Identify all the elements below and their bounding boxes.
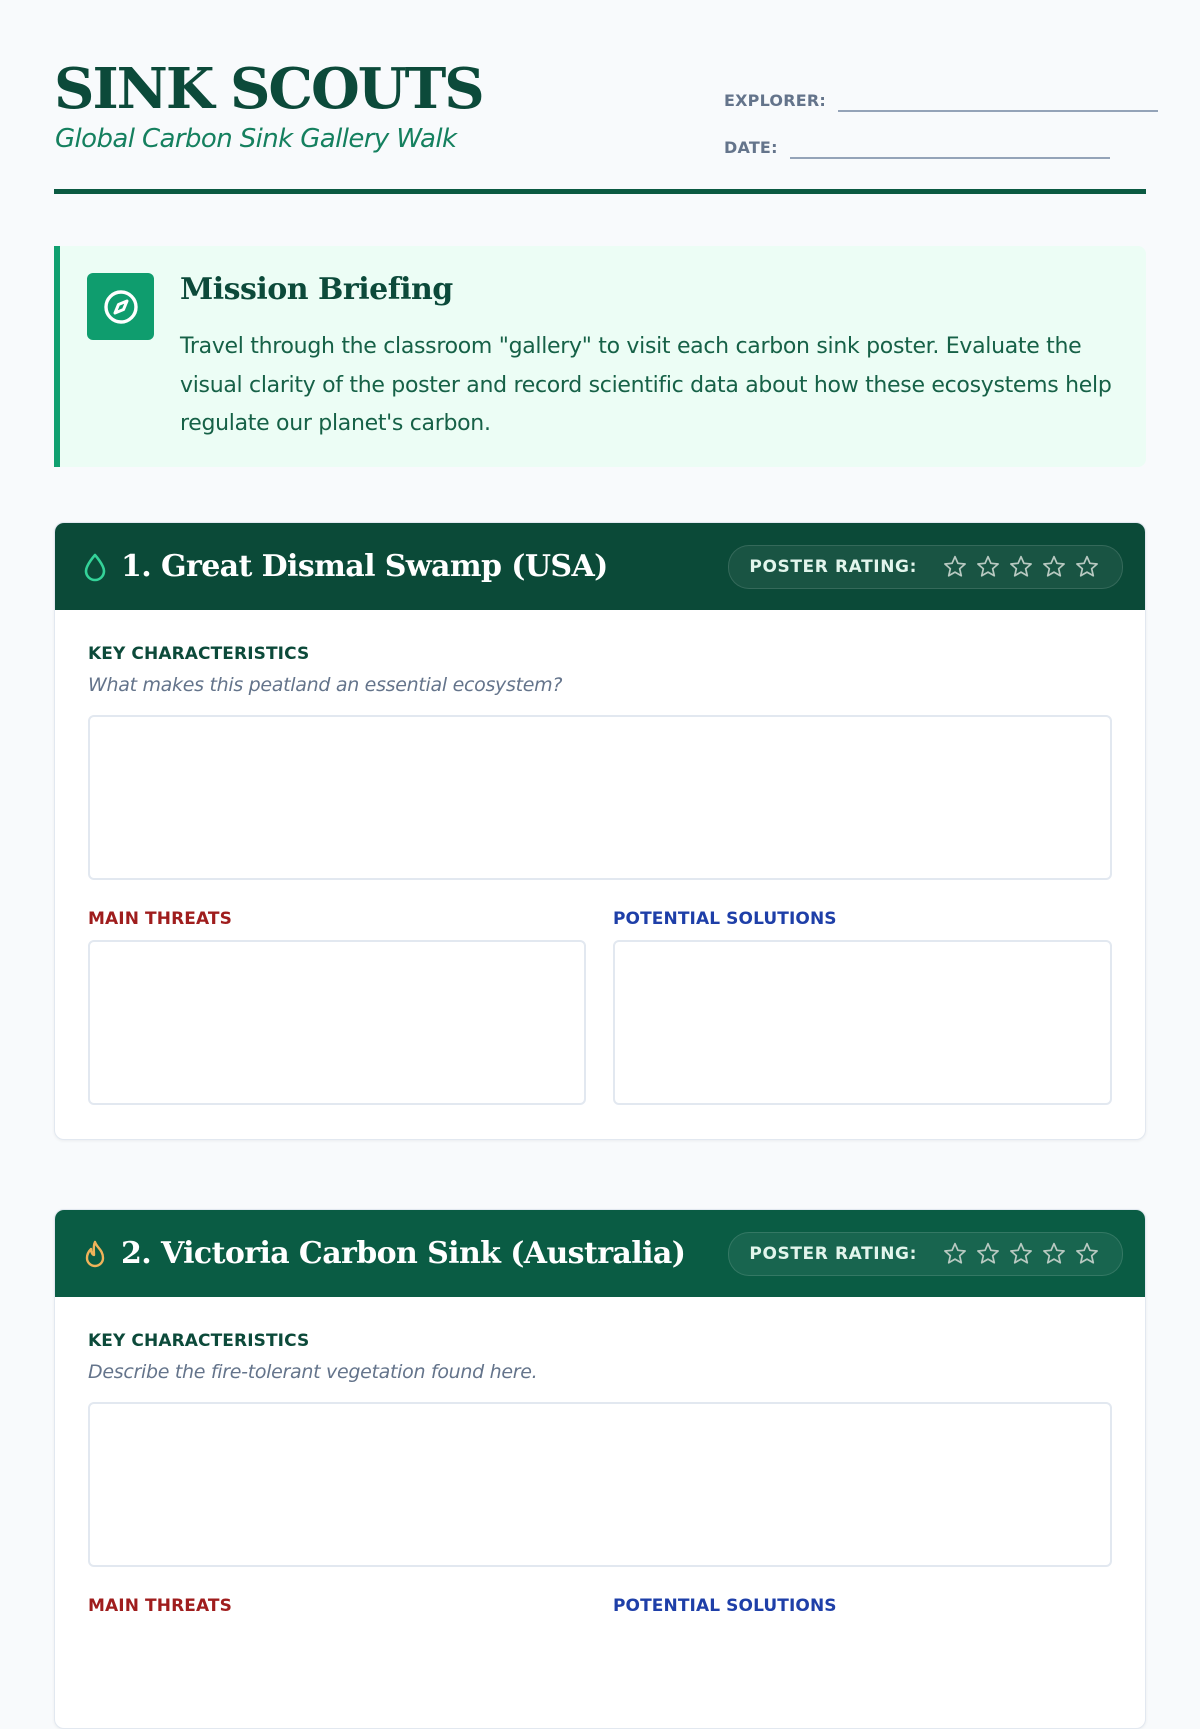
explorer-label: EXPLORER: [724,91,826,110]
water-drop-icon [79,551,111,583]
rating-stars [937,552,1102,582]
potential-solutions-label: POTENTIAL SOLUTIONS [613,909,837,929]
poster-rating [728,545,1123,589]
key-characteristics-input[interactable] [88,715,1112,880]
rating-label: POSTER RATING: [749,1243,917,1264]
main-threats-label: MAIN THREATS [88,909,232,929]
star-icon[interactable] [973,552,1003,582]
star-icon[interactable] [1039,552,1069,582]
worksheet-page [54,0,1146,1616]
page-title: SINK SCOUTS [54,56,483,122]
main-threats-input[interactable] [88,940,586,1105]
page-subtitle: Global Carbon Sink Gallery Walk [55,124,457,154]
star-icon[interactable] [1072,552,1102,582]
station-card [54,522,1146,1140]
station-title: 2. Victoria Carbon Sink (Australia) [121,1236,686,1271]
station-header [55,1210,1145,1297]
star-icon[interactable] [973,1239,1003,1269]
star-icon[interactable] [1039,1239,1069,1269]
key-characteristics-input[interactable] [88,1402,1112,1567]
briefing-text: Travel through the classroom "gallery" to visit each carbon sink poster. Evaluate the visual clarity of the poster and record scientific data about how these ecosystems help regulate our planet's carbon. [180,334,1112,436]
worksheet-header [54,0,1146,194]
star-icon[interactable] [940,1239,970,1269]
explorer-field[interactable] [838,84,1158,112]
station-card [54,1209,1146,1729]
potential-solutions-input[interactable] [613,940,1112,1105]
star-icon[interactable] [1072,1239,1102,1269]
key-characteristics-label: KEY CHARACTERISTICS [88,1331,310,1351]
station-title: 1. Great Dismal Swamp (USA) [121,549,608,584]
rating-stars [937,1239,1102,1269]
star-icon[interactable] [940,552,970,582]
rating-label: POSTER RATING: [749,556,917,577]
key-characteristics-prompt: Describe the fire-tolerant vegetation found here. [88,1361,538,1383]
flame-icon [79,1238,111,1270]
main-threats-label: MAIN THREATS [88,1596,232,1616]
star-icon[interactable] [1006,1239,1036,1269]
date-field[interactable] [790,131,1110,159]
poster-rating [728,1232,1123,1276]
key-characteristics-label: KEY CHARACTERISTICS [88,644,310,664]
potential-solutions-label: POTENTIAL SOLUTIONS [613,1596,837,1616]
star-icon[interactable] [1006,552,1036,582]
date-row [724,131,1110,159]
key-characteristics-prompt: What makes this peatland an essential ecosystem? [88,674,563,696]
explorer-row [724,84,1158,112]
date-label: DATE: [724,138,778,157]
compass-icon [87,273,154,340]
briefing-title: Mission Briefing [180,272,453,307]
station-header [55,523,1145,610]
mission-briefing [54,246,1146,467]
